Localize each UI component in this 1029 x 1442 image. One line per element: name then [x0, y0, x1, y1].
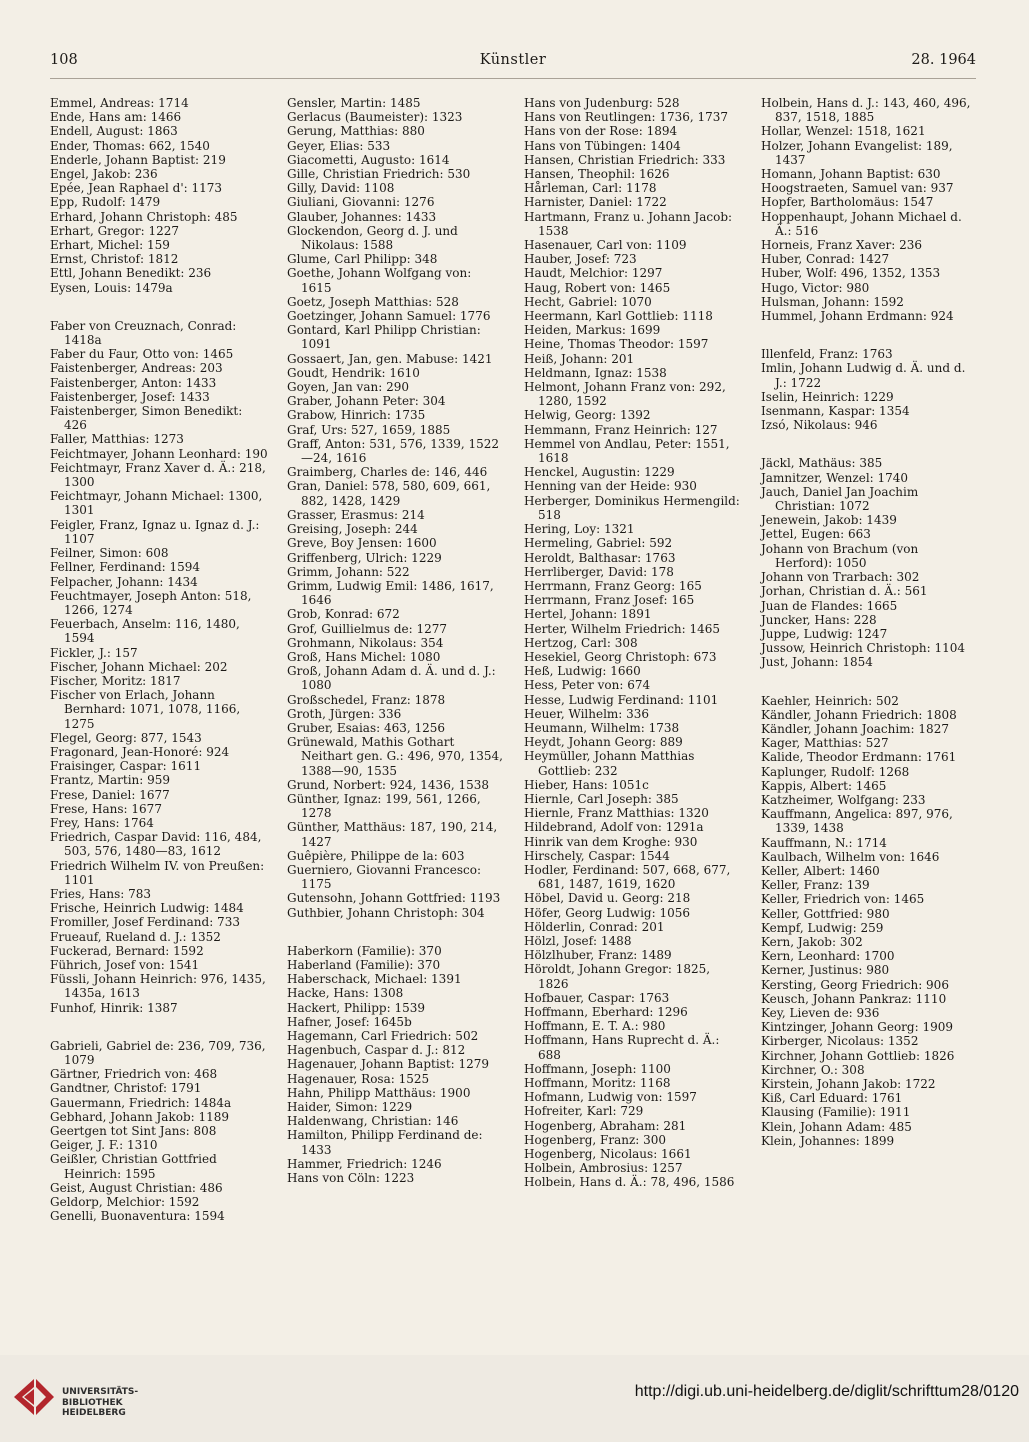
index-entry: Hertel, Johann: 1891 [524, 607, 652, 622]
letter-section-gap [287, 920, 505, 944]
index-entry: Hess, Peter von: 674 [524, 678, 651, 693]
index-entry: Feigler, Franz, Ignaz u. Ignaz d. J.: 1107 [50, 517, 260, 546]
index-entry: Groß, Johann Adam d. Ä. und d. J.: 1080 [287, 664, 496, 693]
index-entry: Goethe, Johann Wolfgang von: 1615 [287, 266, 472, 295]
index-entry: Grob, Konrad: 672 [287, 607, 400, 622]
index-entry: Imlin, Johann Ludwig d. Ä. und d. J.: 1722 [761, 361, 966, 390]
index-entry: Heuer, Wilhelm: 336 [524, 706, 650, 721]
index-entry: Führich, Josef von: 1541 [50, 957, 200, 972]
index-entry: Graber, Johann Peter: 304 [287, 394, 446, 409]
index-entry: Heß, Ludwig: 1660 [524, 664, 641, 679]
index-entry: Faber von Creuznach, Conrad: 1418a [50, 318, 237, 348]
index-entry: Johann von Brachum (von Herford): 1050 [761, 541, 919, 570]
index-column-4 [761, 96, 979, 1148]
index-entry: Hirschely, Caspar: 1544 [524, 848, 670, 863]
index-entry: Ettl, Johann Benedikt: 236 [50, 266, 212, 281]
index-entry: Faber du Faur, Otto von: 1465 [50, 347, 234, 362]
index-entry: Just, Johann: 1854 [761, 655, 873, 670]
index-entry: Kauffmann, Angelica: 897, 976, 1339, 1438 [761, 807, 953, 836]
index-entry: Herter, Wilhelm Friedrich: 1465 [524, 621, 721, 636]
index-entry: Jussow, Heinrich Christoph: 1104 [761, 641, 966, 656]
index-entry: Hugo, Victor: 980 [761, 280, 870, 295]
index-entry: Hamilton, Philipp Ferdinand de: 1433 [287, 1128, 483, 1157]
index-entry: Hagenauer, Johann Baptist: 1279 [287, 1057, 490, 1072]
index-entry: Frische, Heinrich Ludwig: 1484 [50, 901, 244, 916]
index-entry: Jettel, Eugen: 663 [761, 527, 871, 542]
index-entry: Hoogstraeten, Samuel van: 937 [761, 181, 954, 196]
index-entry: Juan de Flandes: 1665 [761, 598, 898, 613]
letter-section-gap [761, 323, 979, 347]
index-entry: Gruber, Esaias: 463, 1256 [287, 720, 446, 735]
index-entry: Hopfer, Bartholomäus: 1547 [761, 195, 934, 210]
index-entry: Fromiller, Josef Ferdinand: 733 [50, 915, 240, 930]
index-entry: Herberger, Dominikus Hermengild: 518 [524, 493, 740, 522]
page-number: 108 [50, 52, 78, 68]
index-entry: Holbein, Ambrosius: 1257 [524, 1161, 683, 1176]
index-entry: Geist, August Christian: 486 [50, 1180, 223, 1195]
index-entry: Enderle, Johann Baptist: 219 [50, 152, 226, 167]
index-entry: Jenewein, Jakob: 1439 [761, 513, 897, 528]
index-entry: Hermeling, Gabriel: 592 [524, 536, 673, 551]
index-entry: Grohmann, Nikolaus: 354 [287, 635, 444, 650]
index-entry: Kiß, Carl Eduard: 1761 [761, 1091, 903, 1106]
index-entry: Höroldt, Johann Gregor: 1825, 1826 [524, 962, 711, 991]
index-entry: Hölzlhuber, Franz: 1489 [524, 948, 672, 963]
index-entry: Hahn, Philipp Matthäus: 1900 [287, 1085, 471, 1100]
index-entry: Gutensohn, Johann Gottfried: 1193 [287, 891, 501, 906]
index-entry: Hemmann, Franz Heinrich: 127 [524, 422, 718, 437]
index-entry: Gandtner, Christof: 1791 [50, 1081, 202, 1096]
index-entry: Henckel, Augustin: 1229 [524, 465, 675, 480]
index-entry: Heermann, Karl Gottlieb: 1118 [524, 309, 713, 324]
index-entry: Gille, Christian Friedrich: 530 [287, 167, 471, 182]
index-entry: Hodler, Ferdinand: 507, 668, 677, 681, 1487, 1619, 1620 [524, 862, 731, 892]
index-entry: Hulsman, Johann: 1592 [761, 294, 904, 309]
index-entry: Hölzl, Josef: 1488 [524, 933, 632, 948]
index-entry: Keller, Albert: 1460 [761, 863, 880, 878]
index-entry: Hinrik van dem Kroghe: 930 [524, 834, 698, 849]
index-entry: Fellner, Ferdinand: 1594 [50, 560, 201, 575]
index-entry: Goyen, Jan van: 290 [287, 380, 409, 395]
letter-section-gap [50, 295, 268, 319]
index-entry: Horneis, Franz Xaver: 236 [761, 238, 923, 253]
index-entry: Gebhard, Johann Jakob: 1189 [50, 1109, 230, 1124]
index-entry: Gauermann, Friedrich: 1484a [50, 1095, 232, 1110]
index-entry: Glauber, Johannes: 1433 [287, 209, 437, 224]
index-entry: Izsó, Nikolaus: 946 [761, 418, 878, 433]
index-entry: Hagemann, Carl Friedrich: 502 [287, 1029, 479, 1043]
index-entry: Frese, Daniel: 1677 [50, 787, 170, 802]
index-entry: Goudt, Hendrik: 1610 [287, 365, 420, 380]
index-entry: Gabrieli, Gabriel de: 236, 709, 736, 1079 [50, 1038, 266, 1067]
library-logo-text [62, 1387, 138, 1419]
index-entry: Ender, Thomas: 662, 1540 [50, 138, 210, 153]
index-entry: Klein, Johannes: 1899 [761, 1133, 895, 1148]
index-entry: Hummel, Johann Erdmann: 924 [761, 309, 954, 324]
index-column-1 [50, 96, 268, 1223]
index-entry: Fischer, Moritz: 1817 [50, 673, 181, 688]
index-entry: Friedrich Wilhelm IV. von Preußen: 1101 [50, 858, 265, 887]
index-entry: Groß, Hans Michel: 1080 [287, 649, 441, 664]
index-entry: Endell, August: 1863 [50, 124, 178, 139]
index-entry: Glockendon, Georg d. J. und Nikolaus: 1588 [287, 223, 458, 253]
index-entry: Giuliani, Giovanni: 1276 [287, 195, 435, 210]
index-entry: Kaulbach, Wilhelm von: 1646 [761, 849, 940, 864]
index-entry: Homann, Johann Baptist: 630 [761, 167, 941, 182]
index-entry: Faistenberger, Josef: 1433 [50, 389, 210, 404]
index-entry: Höfer, Georg Ludwig: 1056 [524, 905, 690, 920]
index-entry: Heldmann, Ignaz: 1538 [524, 365, 667, 380]
letter-section-gap [50, 1015, 268, 1039]
index-entry: Fischer von Erlach, Johann Bernhard: 1071, 1078, 1166, 1275 [50, 688, 241, 731]
index-entry: Goetz, Joseph Matthias: 528 [287, 294, 459, 309]
index-entry: Engel, Jakob: 236 [50, 167, 158, 182]
index-entry: Gontard, Karl Philipp Christian: 1091 [287, 323, 481, 352]
index-entry: Flegel, Georg: 877, 1543 [50, 730, 202, 745]
index-entry: Hasenauer, Carl von: 1109 [524, 238, 687, 253]
index-entry: Grasser, Erasmus: 214 [287, 507, 425, 522]
index-entry: Holzer, Johann Evangelist: 189, 1437 [761, 138, 953, 167]
letter-section-gap [761, 670, 979, 694]
index-entry: Hoppenhaupt, Johann Michael d. Ä.: 516 [761, 209, 962, 238]
index-entry: Fries, Hans: 783 [50, 886, 152, 901]
index-entry: Heiden, Markus: 1699 [524, 323, 661, 338]
index-entry: Helwig, Georg: 1392 [524, 408, 651, 423]
index-entry: Jamnitzer, Wenzel: 1740 [761, 470, 909, 485]
index-entry: Keller, Gottfried: 980 [761, 906, 890, 921]
index-entry: Günther, Ignaz: 199, 561, 1266, 1278 [287, 791, 481, 821]
index-entry: Kändler, Johann Joachim: 1827 [761, 721, 949, 736]
index-entry: Jauch, Daniel Jan Joachim Christian: 1072 [761, 484, 919, 514]
index-entry: Fickler, J.: 157 [50, 645, 138, 660]
index-entry: Frueauf, Rueland d. J.: 1352 [50, 929, 221, 944]
index-entry: Graff, Anton: 531, 576, 1339, 1522—24, 1616 [287, 436, 500, 466]
index-entry: Hagenbuch, Caspar d. J.: 812 [287, 1043, 466, 1058]
index-entry: Hertzog, Carl: 308 [524, 635, 638, 650]
index-entry: Giacometti, Augusto: 1614 [287, 152, 450, 167]
index-entry: Haberkorn (Familie): 370 [287, 943, 442, 958]
index-entry: Hiernle, Franz Matthias: 1320 [524, 806, 709, 821]
index-entry: Feilner, Simon: 608 [50, 546, 169, 561]
index-entry: Hofmann, Ludwig von: 1597 [524, 1090, 697, 1105]
index-entry: Keller, Franz: 139 [761, 878, 870, 893]
index-entry: Gerlacus (Baumeister): 1323 [287, 110, 463, 125]
index-entry: Feuerbach, Anselm: 116, 1480, 1594 [50, 617, 240, 646]
index-entry: Harnister, Daniel: 1722 [524, 195, 667, 210]
index-entry: Erhard, Johann Christoph: 485 [50, 209, 238, 224]
index-entry: Guêpière, Philippe de la: 603 [287, 848, 465, 863]
index-entry: Kirchner, Johann Gottlieb: 1826 [761, 1048, 955, 1063]
index-entry: Johann von Trarbach: 302 [761, 570, 920, 585]
index-entry: Funhof, Hinrik: 1387 [50, 1000, 178, 1015]
index-entry: Kaplunger, Rudolf: 1268 [761, 764, 910, 779]
index-entry: Heymüller, Johann Matthias Gottlieb: 232 [524, 749, 695, 778]
index-entry: Kerner, Justinus: 980 [761, 963, 890, 978]
index-column-2 [287, 96, 505, 1185]
index-entry: Felpacher, Johann: 1434 [50, 574, 198, 589]
index-entry: Füssli, Johann Heinrich: 976, 1435, 1435a, 1613 [50, 972, 266, 1001]
index-entry: Hårleman, Carl: 1178 [524, 181, 657, 196]
index-entry: Holbein, Hans d. J.: 143, 460, 496, 837, 1518, 1885 [761, 96, 971, 125]
index-entry: Heine, Thomas Theodor: 1597 [524, 337, 709, 352]
index-entry: Hartmann, Franz u. Johann Jacob: 1538 [524, 209, 733, 238]
index-entry: Keusch, Johann Pankraz: 1110 [761, 991, 947, 1006]
index-entry: Hieber, Hans: 1051c [524, 777, 649, 792]
index-entry: Haug, Robert von: 1465 [524, 280, 671, 295]
index-entry: Griffenberg, Ulrich: 1229 [287, 550, 442, 565]
footer-bar [0, 1355, 1029, 1442]
index-entry: Kirstein, Johann Jakob: 1722 [761, 1077, 936, 1091]
index-entry: Hoffmann, Moritz: 1168 [524, 1076, 671, 1091]
index-entry: Hackert, Philipp: 1539 [287, 1000, 425, 1015]
library-logo-icon [10, 1375, 58, 1419]
index-entry: Kaehler, Heinrich: 502 [761, 693, 899, 708]
index-entry: Heroldt, Balthasar: 1763 [524, 550, 676, 565]
index-entry: Hammer, Friedrich: 1246 [287, 1156, 442, 1171]
index-entry: Graimberg, Charles de: 146, 446 [287, 465, 488, 480]
index-entry: Kauffmann, N.: 1714 [761, 835, 887, 850]
index-entry: Fraisinger, Caspar: 1611 [50, 759, 202, 774]
index-entry: Günther, Matthäus: 187, 190, 214, 1427 [287, 820, 498, 849]
index-entry: Haberschack, Michael: 1391 [287, 972, 462, 987]
index-entry: Guthbier, Johann Christoph: 304 [287, 905, 485, 920]
index-entry: Feichtmayr, Johann Michael: 1300, 1301 [50, 489, 263, 518]
index-entry: Emmel, Andreas: 1714 [50, 96, 189, 110]
index-entry: Hering, Loy: 1321 [524, 522, 635, 537]
index-entry: Graf, Urs: 527, 1659, 1885 [287, 422, 451, 437]
index-entry: Hogenberg, Nicolaus: 1661 [524, 1147, 692, 1162]
index-entry: Hoffmann, Hans Ruprecht d. Ä.: 688 [524, 1033, 720, 1062]
index-entry: Kersting, Georg Friedrich: 906 [761, 977, 949, 992]
index-entry: Hans von der Rose: 1894 [524, 124, 678, 139]
index-entry: Keller, Friedrich von: 1465 [761, 892, 925, 907]
index-entry: Kintzinger, Johann Georg: 1909 [761, 1020, 953, 1035]
index-entry: Geiger, J. F.: 1310 [50, 1138, 158, 1153]
index-entry: Huber, Wolf: 496, 1352, 1353 [761, 266, 941, 281]
index-entry: Faller, Matthias: 1273 [50, 432, 184, 447]
logo-line-3: HEIDELBERG [62, 1408, 126, 1418]
index-entry: Hansen, Theophil: 1626 [524, 167, 670, 182]
index-entry: Goetzinger, Johann Samuel: 1776 [287, 309, 491, 324]
index-entry: Kager, Matthias: 527 [761, 736, 889, 751]
index-entry: Gilly, David: 1108 [287, 181, 395, 196]
index-entry: Hemmel von Andlau, Peter: 1551, 1618 [524, 436, 730, 466]
index-entry: Faistenberger, Anton: 1433 [50, 375, 217, 390]
index-entry: Faistenberger, Simon Benedikt: 426 [50, 404, 243, 433]
index-entry: Kappis, Albert: 1465 [761, 778, 887, 793]
page-header [50, 52, 976, 74]
index-entry: Haudt, Melchior: 1297 [524, 266, 663, 281]
index-entry: Höbel, David u. Georg: 218 [524, 891, 691, 906]
index-entry: Jäckl, Mathäus: 385 [761, 456, 883, 471]
index-entry: Hofbauer, Caspar: 1763 [524, 990, 670, 1005]
index-entry: Isenmann, Kaspar: 1354 [761, 404, 910, 419]
index-entry: Gensler, Martin: 1485 [287, 96, 421, 110]
index-entry: Fischer, Johann Michael: 202 [50, 659, 228, 674]
index-entry: Hölderlin, Conrad: 201 [524, 919, 665, 934]
index-entry: Greising, Joseph: 244 [287, 522, 418, 537]
index-entry: Hildebrand, Adolf von: 1291a [524, 820, 704, 835]
index-entry: Ernst, Christof: 1812 [50, 252, 179, 267]
running-title: Künstler [479, 52, 547, 68]
index-entry: Grimm, Ludwig Emil: 1486, 1617, 1646 [287, 578, 494, 608]
index-entry: Glume, Carl Philipp: 348 [287, 252, 438, 267]
index-entry: Kalide, Theodor Erdmann: 1761 [761, 750, 957, 765]
index-entry: Hogenberg, Abraham: 281 [524, 1118, 687, 1133]
index-entry: Erhart, Michel: 159 [50, 238, 170, 253]
index-entry: Geertgen tot Sint Jans: 808 [50, 1124, 217, 1139]
index-entry: Epée, Jean Raphael d': 1173 [50, 181, 223, 196]
index-entry: Hans von Cöln: 1223 [287, 1171, 415, 1186]
index-entry: Hafner, Josef: 1645b [287, 1014, 412, 1029]
index-entry: Hoffmann, Eberhard: 1296 [524, 1005, 688, 1019]
index-entry: Hiernle, Carl Joseph: 385 [524, 791, 679, 806]
index-entry: Jorhan, Christian d. Ä.: 561 [761, 584, 928, 599]
index-entry: Juppe, Ludwig: 1247 [761, 626, 888, 641]
logo-line-2: BIBLIOTHEK [62, 1397, 123, 1408]
index-entry: Herrmann, Franz Josef: 165 [524, 593, 695, 608]
index-entry: Feuchtmayer, Joseph Anton: 518, 1266, 1274 [50, 588, 252, 617]
index-entry: Hoffmann, Joseph: 1100 [524, 1061, 671, 1076]
index-entry: Klein, Johann Adam: 485 [761, 1119, 912, 1134]
index-entry: Hogenberg, Franz: 300 [524, 1132, 667, 1147]
index-entry: Frey, Hans: 1764 [50, 815, 154, 830]
index-entry: Hans von Judenburg: 528 [524, 96, 680, 110]
index-entry: Friedrich, Caspar David: 116, 484, 503, 576, 1480—83, 1612 [50, 830, 262, 859]
index-entry: Helmont, Johann Franz von: 292, 1280, 1592 [524, 380, 726, 409]
index-entry: Grabow, Hinrich: 1735 [287, 408, 426, 423]
index-entry: Frese, Hans: 1677 [50, 801, 162, 816]
index-entry: Heydt, Johann Georg: 889 [524, 735, 683, 750]
index-entry: Hans von Tübingen: 1404 [524, 138, 681, 153]
index-entry: Hesse, Ludwig Ferdinand: 1101 [524, 692, 719, 707]
header-rule [50, 78, 976, 79]
index-entry: Epp, Rudolf: 1479 [50, 195, 161, 210]
index-entry: Gossaert, Jan, gen. Mabuse: 1421 [287, 351, 493, 366]
index-entry: Guerniero, Giovanni Francesco: 1175 [287, 862, 482, 892]
index-entry: Kempf, Ludwig: 259 [761, 920, 884, 935]
index-entry: Greve, Boy Jensen: 1600 [287, 536, 437, 551]
index-entry: Kern, Leonhard: 1700 [761, 949, 895, 964]
index-entry: Iselin, Heinrich: 1229 [761, 389, 894, 404]
index-entry: Fuckerad, Bernard: 1592 [50, 943, 204, 958]
index-entry: Geldorp, Melchior: 1592 [50, 1195, 200, 1210]
index-entry: Herrliberger, David: 178 [524, 564, 674, 579]
index-entry: Herrmann, Franz Georg: 165 [524, 578, 702, 593]
index-entry: Hauber, Josef: 723 [524, 252, 637, 267]
source-url-link[interactable]: http://digi.ub.uni-heidelberg.de/diglit/schrifttum28/0120 [634, 1383, 1019, 1400]
index-entry: Faistenberger, Andreas: 203 [50, 361, 223, 376]
index-columns [50, 96, 976, 1271]
index-entry: Hansen, Christian Friedrich: 333 [524, 152, 726, 167]
index-entry: Genelli, Buonaventura: 1594 [50, 1209, 225, 1224]
index-entry: Heiß, Johann: 201 [524, 351, 635, 366]
index-entry: Katzheimer, Wolfgang: 233 [761, 792, 926, 807]
index-entry: Hollar, Wenzel: 1518, 1621 [761, 124, 926, 139]
index-entry: Hoffmann, E. T. A.: 980 [524, 1019, 666, 1034]
index-entry: Hecht, Gabriel: 1070 [524, 294, 652, 309]
letter-section-gap [761, 432, 979, 456]
index-entry: Hacke, Hans: 1308 [287, 986, 404, 1001]
index-column-3 [524, 96, 742, 1190]
index-entry: Klausing (Familie): 1911 [761, 1105, 911, 1120]
index-entry: Grund, Norbert: 924, 1436, 1538 [287, 777, 489, 792]
index-entry: Juncker, Hans: 228 [761, 612, 877, 627]
index-entry: Kern, Jakob: 302 [761, 934, 863, 949]
index-entry: Gärtner, Friedrich von: 468 [50, 1067, 218, 1082]
index-entry: Kirchner, O.: 308 [761, 1062, 865, 1077]
index-entry: Grimm, Johann: 522 [287, 564, 410, 579]
index-entry: Gerung, Matthias: 880 [287, 124, 425, 139]
index-entry: Gran, Daniel: 578, 580, 609, 661, 882, 1428, 1429 [287, 479, 491, 508]
index-entry: Hofreiter, Karl: 729 [524, 1104, 644, 1119]
logo-line-1: UNIVERSITÄTS- [62, 1387, 139, 1397]
index-entry: Eysen, Louis: 1479a [50, 280, 173, 295]
index-entry: Feichtmayr, Franz Xaver d. Ä.: 218, 1300 [50, 460, 266, 490]
index-entry: Kändler, Johann Friedrich: 1808 [761, 707, 957, 722]
index-entry: Haberland (Familie): 370 [287, 957, 441, 972]
index-entry: Groth, Jürgen: 336 [287, 706, 402, 721]
index-entry: Grof, Guillielmus de: 1277 [287, 621, 448, 636]
index-entry: Geißler, Christian Gottfried Heinrich: 1595 [50, 1152, 217, 1181]
index-entry: Haldenwang, Christian: 146 [287, 1114, 459, 1129]
index-entry: Haider, Simon: 1229 [287, 1100, 413, 1115]
index-entry: Ende, Hans am: 1466 [50, 110, 182, 125]
index-entry: Illenfeld, Franz: 1763 [761, 347, 893, 362]
index-entry: Holbein, Hans d. Ä.: 78, 496, 1586 [524, 1175, 735, 1190]
index-entry: Fragonard, Jean-Honoré: 924 [50, 744, 230, 759]
index-entry: Kirberger, Nicolaus: 1352 [761, 1034, 919, 1049]
volume-year: 28. 1964 [911, 52, 976, 68]
index-entry: Großschedel, Franz: 1878 [287, 692, 446, 707]
index-entry: Key, Lieven de: 936 [761, 1005, 880, 1020]
index-entry: Heumann, Wilhelm: 1738 [524, 720, 680, 735]
index-entry: Erhart, Gregor: 1227 [50, 223, 180, 238]
index-entry: Henning van der Heide: 930 [524, 479, 697, 494]
index-entry: Geyer, Elias: 533 [287, 138, 391, 153]
index-entry: Grünewald, Mathis Gothart Neithart gen. G.: 496, 970, 1354, 1388—90, 1535 [287, 735, 503, 778]
index-entry: Hagenauer, Rosa: 1525 [287, 1071, 430, 1086]
index-entry: Hans von Reutlingen: 1736, 1737 [524, 110, 729, 125]
index-entry: Frantz, Martin: 959 [50, 773, 171, 788]
index-entry: Hesekiel, Georg Christoph: 673 [524, 649, 717, 664]
index-entry: Huber, Conrad: 1427 [761, 252, 890, 267]
index-entry: Feichtmayer, Johann Leonhard: 190 [50, 446, 268, 461]
